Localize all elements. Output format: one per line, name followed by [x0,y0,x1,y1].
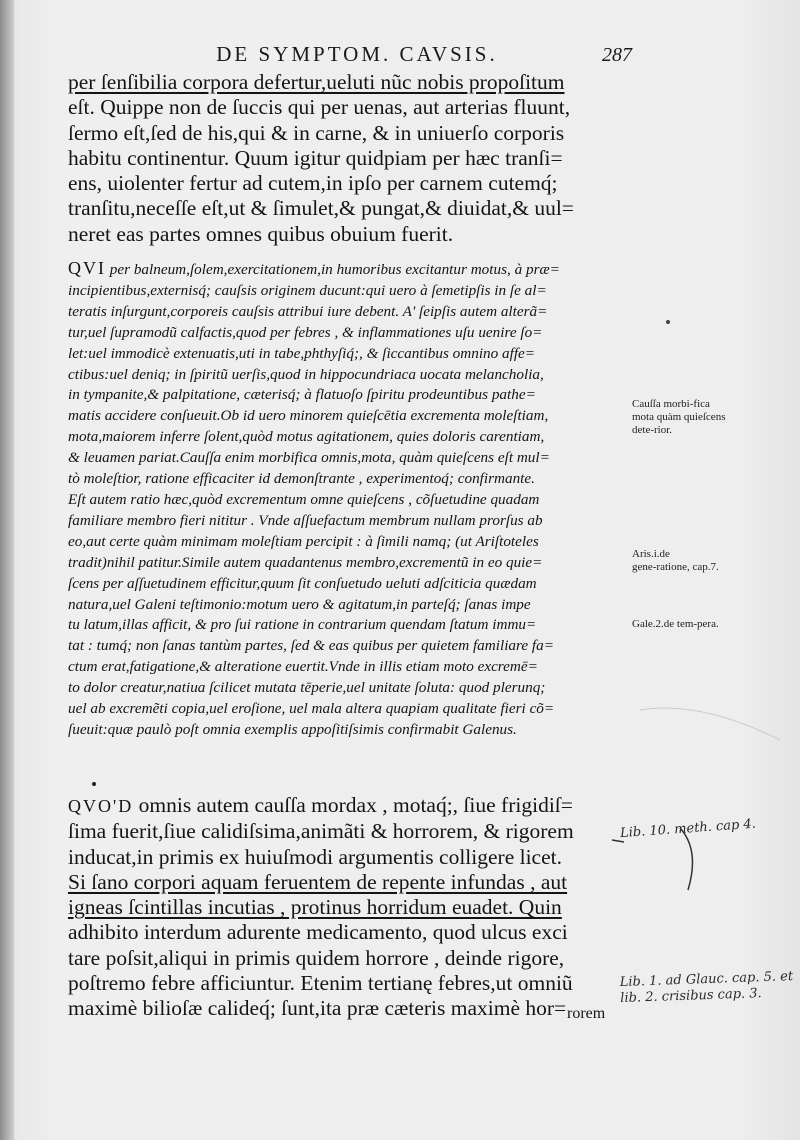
text-line: poſtremo febre afficiuntur. Etenim tertianę febres,ut omniũ [68,971,573,996]
handwritten-note-2: Lib. 1. ad Glauc. cap. 5. et lib. 2. crisibus cap. 3. [619,969,794,1007]
ink-dot [92,782,96,786]
text-line: per ſenſibilia corpora defertur,ueluti nũc nobis propoſitum [68,70,565,94]
margin-note-aristotle: Aris.i.de gene‑ratione, cap.7. [632,548,719,573]
text-line: let:uel immodicè extenuatis,uti in tabe,phthyſiq́;, & ſiccantibus omnino affe= [68,344,536,362]
margin-note-galen: Gale.2.de tem‑pera. [632,618,719,630]
text-line: ens, uiolenter fertur ad cutem,in ipſo per carnem cutemq́; [68,171,558,196]
text-line: Si ſano corpori aquam feruentem de repente infundas , aut [68,869,568,894]
text-line: & leuamen pariat.Cauſſa enim morbifica omnis,mota, quàm quieſcens eſt mul= [68,449,550,467]
running-title: DE SYMPTOM. CAVSIS. [216,42,498,66]
text-line: ſima fuerit,ſiue calidiſsima,animãti & horrorem, & rigorem [68,819,574,844]
handwritten-note-1: Lib. 10. meth. cap 4. [619,816,757,842]
text-line: tranſitu,neceſſe eſt,ut & ſimulet,& pungat,& diuidat,& uul= [68,196,574,221]
text-line: adhibito interdum adurente medicamento, quod ulcus exci [68,920,568,945]
text-line: mota,maiorem inferre ſolent,quòd motus agitationem, quies doloris carentiam, [68,428,545,446]
text-line: ſermo eſt,ſed de his,qui & in carne, & in uniuerſo corporis [68,120,565,145]
text-line: familiare membro fieri nititur . Vnde aſſuefactum membrum nullam prorſus ab [68,511,543,529]
text-line: uel ab excremẽti copia,uel eroſione, uel mala altera quapiam qualitate fieri cõ= [68,700,555,718]
text-line: igneas ſcintillas incutias , protinus horridum euadet. Quin [68,895,562,920]
text-line: tat : tumq́; non ſanas tantùm partes, ſed & eas quibus per quietem familiare fa= [68,637,554,655]
text-line: tò moleſtior, ratione efficaciter id demonſtrante , experimentoq́; confirmante. [68,470,535,488]
text-line: habitu continentur. Quum igitur quidpiam per hæc tranſi= [68,145,563,170]
text-line: ſueuit:quæ paulò poſt omnia exemplis appoſitiſsimis confirmabit Galenus. [68,720,517,738]
text-line-body: omnis autem cauſſa mordax , motaq́;, ſiue frigidiſ= [138,793,573,817]
paragraph-initial: QVO'D [68,796,134,816]
text-line: eo,aut certe quàm minimam moleſtiam percipit : à ſimili namq; (ut Ariſtoteles [68,532,539,550]
text-line: ctum erat,fatigatione,& alteratione euertit.Vnde in illis etiam moto excremē= [68,658,538,676]
text-line: to dolor creatur,natiua ſcilicet mutata tēperie,uel unitate ſoluta: quod plerunq; [68,679,546,697]
text-line: matis accidere conſueuit.Ob id uero minorem quieſcētia excrementa moleſtiam, [68,407,549,425]
text-line: maximè bilioſæ calideq́; ſunt,ita præ cæteris maximè hor= [68,996,567,1021]
text-line: inducat,in primis ex huiuſmodi argumentis colligere licet. [68,844,562,869]
handwritten-stroke [680,828,693,890]
page-number: 287 [602,44,632,66]
margin-note-causa: Cauſſa morbi‑fica mota quàm quieſcens dete‑rior. [632,398,726,436]
text-line: ctibus:uel deniq; in ſpiritũ uerſis,quod in hippocundriaca uocata melancholia, [68,365,544,383]
text-line: teratis inſurgunt,corporeis cauſsis attribui iure debent. A' ſeipſis autem alterã= [68,302,548,320]
ink-dot [666,320,670,324]
text-line-body: per balneum,ſolem,exercitationem,in humoribus excitantur motus, à præ= [109,261,560,278]
catchword: rorem [567,1005,606,1022]
text-line: ſcens per aſſuetudinem efficitur,quum ſit conſuetudo ueluti adſciticia quædam [68,574,537,592]
text-line: tu latum,illas afficit, & pro ſui ratione in contrarium quendam ſtatum immu= [68,616,537,634]
text-line: neret eas partes omnes quibus obuium fuerit. [68,221,454,246]
bleed-through-mark [640,708,780,740]
paragraph-initial: QVI [68,258,106,278]
text-line: tare poſsit,aliqui in primis quidem horrore , deinde rigore, [68,945,565,970]
text-line: tur,uel ſupramodũ calfactis,quod per febres , & inflammationes uſu uenire ſo= [68,323,543,341]
text-line: tradit)nihil patitur.Simile autem quadantenus membro,excrementũ in eo quie= [68,553,543,571]
text-line: natura,uel Galeni teſtimonio:motum uero & agitatum,in parteſq́; ſanas impe [68,595,531,613]
text-line: eſt. Quippe non de ſuccis qui per uenas, aut arterias fluunt, [68,95,571,120]
handwritten-stroke [612,840,624,842]
text-line: Eſt autem ratio hæc,quòd excrementum omne quieſcens , cõſuetudine quadam [68,490,540,508]
text-line: incipientibus,externisq́; cauſsis originem ducunt:qui uero à ſemetipſis in ſe al= [68,281,547,299]
text-line: in tympanite,& palpitatione, cæterisq́; à flatuoſo ſpiritu prodeuntibus pathe= [68,386,536,404]
